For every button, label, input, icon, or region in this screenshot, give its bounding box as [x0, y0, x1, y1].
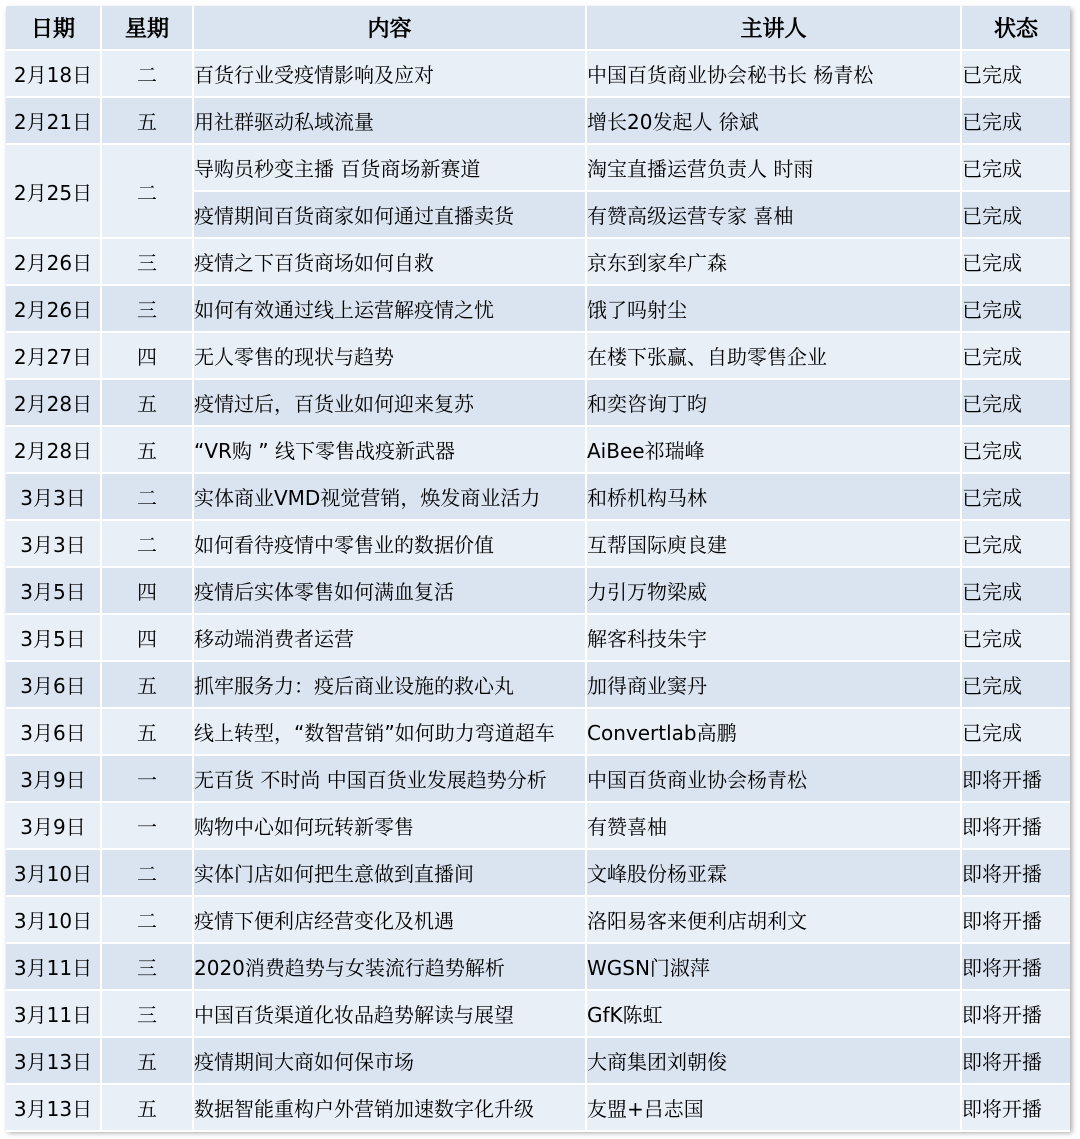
table-row	[6, 991, 1070, 1038]
content-cell: 疫情下便利店经营变化及机遇	[194, 897, 587, 944]
status-cell: 已完成	[962, 521, 1070, 568]
weekday-cell: 五	[102, 1038, 194, 1085]
weekday-cell: 三	[102, 944, 194, 991]
schedule-table	[6, 6, 1070, 1132]
table-row	[6, 380, 1070, 427]
weekday-cell: 五	[102, 662, 194, 709]
date-cell: 3月3日	[6, 474, 102, 521]
date-cell: 3月10日	[6, 897, 102, 944]
status-cell: 已完成	[962, 662, 1070, 709]
schedule-table-frame	[6, 6, 1070, 1130]
table-row	[6, 521, 1070, 568]
table-row	[6, 756, 1070, 803]
status-cell: 已完成	[962, 380, 1070, 427]
status-cell: 已完成	[962, 474, 1070, 521]
table-row	[6, 98, 1070, 145]
table-row	[6, 333, 1070, 380]
speaker-cell: 有赞喜柚	[587, 803, 962, 850]
header-row	[6, 6, 1070, 51]
content-cell: 疫情过后，百货业如何迎来复苏	[194, 380, 587, 427]
table-row	[6, 427, 1070, 474]
status-cell: 已完成	[962, 709, 1070, 756]
speaker-cell: 友盟+吕志国	[587, 1085, 962, 1132]
content-cell: 线上转型，“数智营销”如何助力弯道超车	[194, 709, 587, 756]
table-row	[6, 145, 1070, 192]
weekday-cell: 二	[102, 145, 194, 239]
date-cell: 2月26日	[6, 286, 102, 333]
date-cell: 3月9日	[6, 756, 102, 803]
weekday-cell: 五	[102, 380, 194, 427]
content-cell: 疫情期间大商如何保市场	[194, 1038, 587, 1085]
status-cell: 即将开播	[962, 756, 1070, 803]
weekday-cell: 二	[102, 521, 194, 568]
status-cell: 已完成	[962, 427, 1070, 474]
speaker-cell: GfK陈虹	[587, 991, 962, 1038]
date-cell: 3月3日	[6, 521, 102, 568]
date-cell: 2月28日	[6, 427, 102, 474]
header-weekday: 星期	[102, 6, 194, 51]
date-cell: 3月11日	[6, 944, 102, 991]
table-row	[6, 1038, 1070, 1085]
weekday-cell: 三	[102, 239, 194, 286]
header-status: 状态	[962, 6, 1070, 51]
speaker-cell: 和桥机构马林	[587, 474, 962, 521]
table-row	[6, 474, 1070, 521]
date-cell: 3月6日	[6, 662, 102, 709]
weekday-cell: 五	[102, 709, 194, 756]
weekday-cell: 三	[102, 286, 194, 333]
table-row	[6, 709, 1070, 756]
weekday-cell: 三	[102, 991, 194, 1038]
speaker-cell: 中国百货商业协会秘书长 杨青松	[587, 51, 962, 98]
content-cell: 如何看待疫情中零售业的数据价值	[194, 521, 587, 568]
status-cell: 已完成	[962, 192, 1070, 239]
speaker-cell: 和奕咨询丁昀	[587, 380, 962, 427]
weekday-cell: 二	[102, 850, 194, 897]
speaker-cell: 京东到家牟广森	[587, 239, 962, 286]
status-cell: 已完成	[962, 98, 1070, 145]
content-cell: 移动端消费者运营	[194, 615, 587, 662]
status-cell: 已完成	[962, 333, 1070, 380]
date-cell: 2月27日	[6, 333, 102, 380]
weekday-cell: 二	[102, 51, 194, 98]
date-cell: 3月5日	[6, 615, 102, 662]
content-cell: 数据智能重构户外营销加速数字化升级	[194, 1085, 587, 1132]
date-cell: 2月26日	[6, 239, 102, 286]
content-cell: “VR购 ” 线下零售战疫新武器	[194, 427, 587, 474]
status-cell: 已完成	[962, 239, 1070, 286]
date-cell: 3月11日	[6, 991, 102, 1038]
table-row	[6, 286, 1070, 333]
speaker-cell: Convertlab高鹏	[587, 709, 962, 756]
status-cell: 即将开播	[962, 1085, 1070, 1132]
content-cell: 无人零售的现状与趋势	[194, 333, 587, 380]
weekday-cell: 一	[102, 756, 194, 803]
status-cell: 已完成	[962, 286, 1070, 333]
content-cell: 用社群驱动私域流量	[194, 98, 587, 145]
table-row	[6, 850, 1070, 897]
speaker-cell: 有赞高级运营专家 喜柚	[587, 192, 962, 239]
date-cell: 3月6日	[6, 709, 102, 756]
speaker-cell: 大商集团刘朝俊	[587, 1038, 962, 1085]
speaker-cell: 加得商业窦丹	[587, 662, 962, 709]
table-row	[6, 615, 1070, 662]
speaker-cell: 解客科技朱宇	[587, 615, 962, 662]
table-row	[6, 239, 1070, 286]
table-row	[6, 944, 1070, 991]
content-cell: 疫情后实体零售如何满血复活	[194, 568, 587, 615]
date-cell: 3月10日	[6, 850, 102, 897]
content-cell: 中国百货渠道化妆品趋势解读与展望	[194, 991, 587, 1038]
date-cell: 2月18日	[6, 51, 102, 98]
speaker-cell: 饿了吗射尘	[587, 286, 962, 333]
speaker-cell: 力引万物梁威	[587, 568, 962, 615]
content-cell: 导购员秒变主播 百货商场新赛道	[194, 145, 587, 192]
speaker-cell: 洛阳易客来便利店胡利文	[587, 897, 962, 944]
content-cell: 实体商业VMD视觉营销，焕发商业活力	[194, 474, 587, 521]
header-date: 日期	[6, 6, 102, 51]
table-row	[6, 803, 1070, 850]
speaker-cell: 增长20发起人 徐斌	[587, 98, 962, 145]
date-cell: 3月13日	[6, 1038, 102, 1085]
content-cell: 实体门店如何把生意做到直播间	[194, 850, 587, 897]
status-cell: 即将开播	[962, 803, 1070, 850]
content-cell: 疫情之下百货商场如何自救	[194, 239, 587, 286]
weekday-cell: 二	[102, 474, 194, 521]
content-cell: 无百货 不时尚 中国百货业发展趋势分析	[194, 756, 587, 803]
weekday-cell: 五	[102, 1085, 194, 1132]
date-cell: 2月28日	[6, 380, 102, 427]
header-content: 内容	[194, 6, 587, 51]
speaker-cell: 在楼下张赢、自助零售企业	[587, 333, 962, 380]
table-row	[6, 568, 1070, 615]
weekday-cell: 二	[102, 897, 194, 944]
weekday-cell: 五	[102, 98, 194, 145]
content-cell: 2020消费趋势与女装流行趋势解析	[194, 944, 587, 991]
content-cell: 百货行业受疫情影响及应对	[194, 51, 587, 98]
status-cell: 即将开播	[962, 991, 1070, 1038]
date-cell: 2月25日	[6, 145, 102, 239]
date-cell: 3月13日	[6, 1085, 102, 1132]
speaker-cell: 淘宝直播运营负责人 时雨	[587, 145, 962, 192]
status-cell: 即将开播	[962, 850, 1070, 897]
speaker-cell: WGSN门淑萍	[587, 944, 962, 991]
speaker-cell: AiBee祁瑞峰	[587, 427, 962, 474]
status-cell: 即将开播	[962, 944, 1070, 991]
table-row	[6, 1085, 1070, 1132]
weekday-cell: 四	[102, 615, 194, 662]
weekday-cell: 四	[102, 568, 194, 615]
status-cell: 即将开播	[962, 1038, 1070, 1085]
speaker-cell: 文峰股份杨亚霖	[587, 850, 962, 897]
status-cell: 即将开播	[962, 897, 1070, 944]
date-cell: 3月5日	[6, 568, 102, 615]
content-cell: 如何有效通过线上运营解疫情之忧	[194, 286, 587, 333]
status-cell: 已完成	[962, 615, 1070, 662]
content-cell: 抓牢服务力：疫后商业设施的救心丸	[194, 662, 587, 709]
date-cell: 3月9日	[6, 803, 102, 850]
speaker-cell: 互帮国际庾良建	[587, 521, 962, 568]
table-row	[6, 897, 1070, 944]
status-cell: 已完成	[962, 568, 1070, 615]
speaker-cell: 中国百货商业协会杨青松	[587, 756, 962, 803]
weekday-cell: 一	[102, 803, 194, 850]
content-cell: 疫情期间百货商家如何通过直播卖货	[194, 192, 587, 239]
weekday-cell: 四	[102, 333, 194, 380]
table-row	[6, 51, 1070, 98]
status-cell: 已完成	[962, 51, 1070, 98]
content-cell: 购物中心如何玩转新零售	[194, 803, 587, 850]
table-row	[6, 662, 1070, 709]
date-cell: 2月21日	[6, 98, 102, 145]
header-speaker: 主讲人	[587, 6, 962, 51]
status-cell: 已完成	[962, 145, 1070, 192]
weekday-cell: 五	[102, 427, 194, 474]
